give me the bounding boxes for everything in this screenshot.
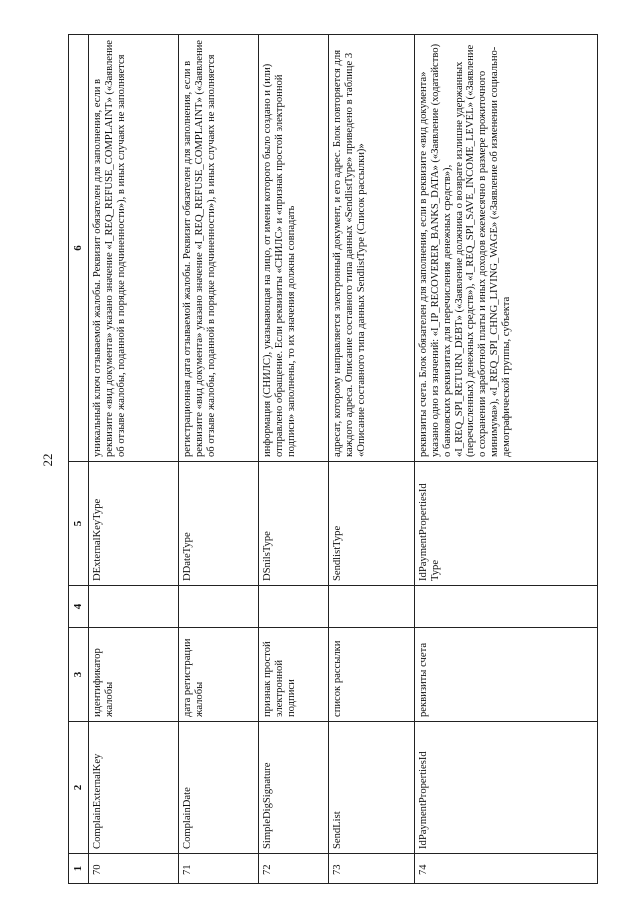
row-number: 70 (89, 854, 179, 884)
element-name: IdPaymentPropertiesId (415, 722, 598, 854)
rotated-page (68, 34, 598, 884)
element-name: SendList (329, 722, 415, 854)
element-description: признак простой электронной подписи (259, 628, 329, 722)
row-number: 74 (415, 854, 598, 884)
column-header: 5 (69, 462, 89, 586)
data-type: IdPaymentPropertiesId Type (415, 462, 598, 586)
table-row (329, 35, 415, 884)
column-header: 1 (69, 854, 89, 884)
multiplicity (329, 586, 415, 628)
element-note: регистрационная дата отзываемой жалобы. Реквизит обязателен для заполнения, если в реквизите «вид документа» указано значение «I_REQ_REFUSE_COMPLAINT» («Заявление об отзыве жалобы, поданной в порядке подчиненности»), в иных случаях не заполняется (179, 35, 259, 462)
table-row (89, 35, 179, 884)
element-note: информация (СНИЛС), указывающая на лицо, от имени которого было создано и (или) отправлено обращение. Если реквизиты «СНИЛС» и «признак простой электронной подписи» заполнены, то их значения должны совпадать (259, 35, 329, 462)
column-header: 6 (69, 35, 89, 462)
element-note: реквизиты счета. Блок обязателен для заполнения, если в реквизите «вид документа» указано одно из значений: «I_IP_RECOVERER_BANKS_DATA» («Заявление (ходатайство) о банковских реквизитах для перечисления денежных средств»), «I_REQ_SPI_RETURN_DEBT» («Заявление должника о возврате излишне удержанных (перечисленных) денежных средств»), «I_REQ_SPI_SAVE_INCOME_LEVEL» («Заявление о сохранении заработной платы и иных доходов ежемесячно в размере прожиточного минимума»), «I_REQ_SPI_CHNG_LIVING_WAGE» («Заявление об изменении социально-демографической группы, субъекта (415, 35, 598, 462)
table-row (259, 35, 329, 884)
data-type: DSnilsType (259, 462, 329, 586)
column-header: 3 (69, 628, 89, 722)
element-note: уникальный ключ отзываемой жалобы. Реквизит обязателен для заполнения, если в реквизите «вид документа» указано значение «I_REQ_REFUSE_COMPLAINT» («Заявление об отзыве жалобы, поданной в порядке подчиненности»), в иных случаях не заполняется (89, 35, 179, 462)
element-description: реквизиты счета (415, 628, 598, 722)
element-note: адресат, которому направляется электронный документ, и его адрес. Блок повторяется для каждого адреса. Описание составного типа данных «SendlistType» приведено в таблице 3 «Описание составного типа данных SendlistType (Список рассылки)» (329, 35, 415, 462)
table-row (179, 35, 259, 884)
attributes-table (68, 34, 598, 884)
data-type: DExternalKeyType (89, 462, 179, 586)
column-header: 2 (69, 722, 89, 854)
row-number: 73 (329, 854, 415, 884)
table-row (415, 35, 598, 884)
row-number: 71 (179, 854, 259, 884)
element-name: SimpleDigSignature (259, 722, 329, 854)
element-name: ComplainDate (179, 722, 259, 854)
header-row (69, 35, 89, 884)
multiplicity (89, 586, 179, 628)
multiplicity (415, 586, 598, 628)
page-number: 22 (40, 453, 55, 467)
data-type: DDateType (179, 462, 259, 586)
multiplicity (259, 586, 329, 628)
element-description: дата регистрации жалобы (179, 628, 259, 722)
element-description: список рассылки (329, 628, 415, 722)
element-description: идентификатор жалобы (89, 628, 179, 722)
multiplicity (179, 586, 259, 628)
column-header: 4 (69, 586, 89, 628)
row-number: 72 (259, 854, 329, 884)
data-type: SendlistType (329, 462, 415, 586)
element-name: ComplainExternalKey (89, 722, 179, 854)
